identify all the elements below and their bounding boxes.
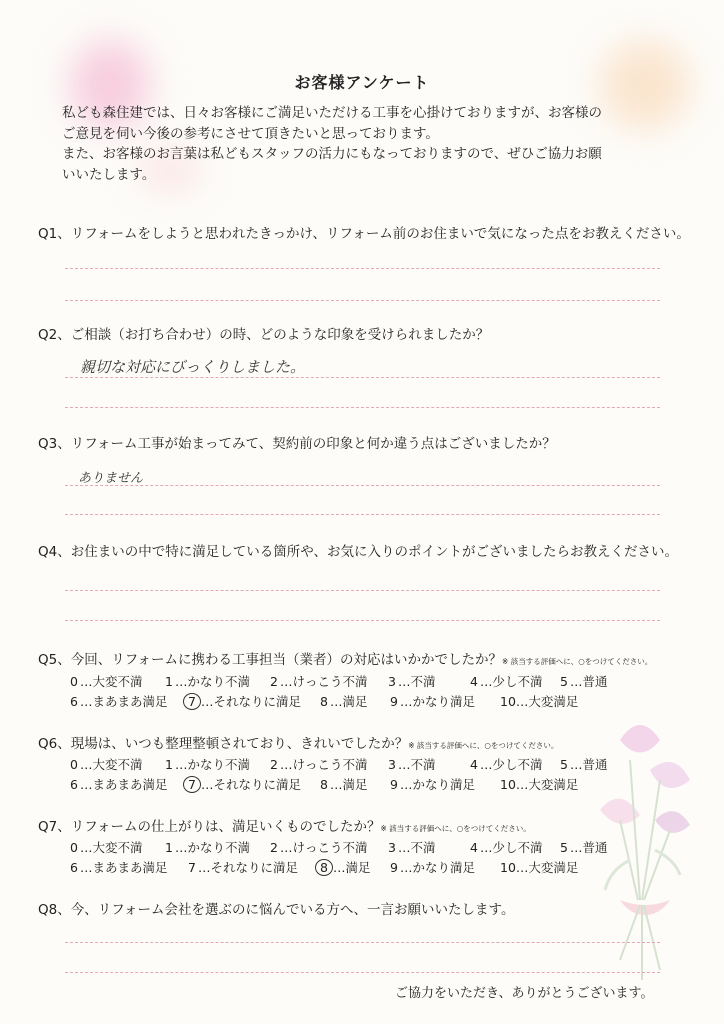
rating-label: …少し不満 <box>480 674 543 689</box>
rating-number: 9 <box>390 860 398 875</box>
rating-label: …かなり不満 <box>175 674 251 689</box>
rating-label: …かなり満足 <box>400 860 476 875</box>
answer-line <box>65 485 660 486</box>
rating-label: …かなり不満 <box>175 757 251 772</box>
rating-number: 5 <box>560 757 568 772</box>
rating-option-1[interactable] <box>163 672 250 690</box>
instruction-note: ※ 該当する評価へに、○をつけてください。 <box>408 741 559 750</box>
rating-number: 10 <box>500 860 516 875</box>
rating-label: …大変満足 <box>515 694 579 709</box>
rating-number: 7 <box>183 693 201 710</box>
answer-line <box>65 407 660 408</box>
question-6-text: Q6、現場は、いつも整理整頓されており、きれいでしたか？ <box>38 736 409 752</box>
rating-option-3[interactable] <box>386 838 436 856</box>
rating-label: …満足 <box>333 860 371 875</box>
question-6 <box>38 732 558 752</box>
rating-label: …かなり満足 <box>400 694 476 709</box>
rating-number: 3 <box>388 840 396 855</box>
rating-number: 4 <box>470 757 478 772</box>
rating-number: 3 <box>388 757 396 772</box>
rating-option-8[interactable] <box>318 858 371 876</box>
rating-option-6[interactable] <box>68 858 168 876</box>
rating-label: …かなり不満 <box>175 840 251 855</box>
rating-number: 1 <box>165 840 173 855</box>
rating-label: …不満 <box>398 757 436 772</box>
question-1: Q1、リフォームをしようと思われたきっかけ、リフォーム前のお住まいで気になった点をお教えください。 <box>38 226 690 242</box>
rating-label: …けっこう不満 <box>280 840 368 855</box>
rating-label: …それなりに満足 <box>198 860 299 875</box>
question-7 <box>38 815 531 835</box>
question-2: Q2、ご相談（お打ち合わせ）の時、どのような印象を受けられましたか？ <box>38 327 490 343</box>
rating-option-0[interactable] <box>68 755 143 773</box>
answer-line <box>65 620 660 621</box>
rating-number: 8 <box>320 694 328 709</box>
rating-number: 5 <box>560 840 568 855</box>
rating-number: 2 <box>270 757 278 772</box>
rating-option-5[interactable] <box>558 755 608 773</box>
rating-option-2[interactable] <box>268 755 368 773</box>
handwritten-answer-3: ありません <box>78 471 144 486</box>
question-8: Q8、今、リフォーム会社を選ぶのに悩んでいる方へ、一言お願いいたします。 <box>38 902 515 918</box>
rating-number: 2 <box>270 840 278 855</box>
rating-option-4[interactable] <box>468 755 543 773</box>
rating-number: 10 <box>500 777 516 792</box>
rating-number: 7 <box>188 860 196 875</box>
intro-line: ご意見を伺い今後の参考にさせて頂きたいと思っております。 <box>62 125 439 142</box>
rating-number: 6 <box>70 694 78 709</box>
intro-paragraph <box>62 103 682 185</box>
rating-option-3[interactable] <box>386 755 436 773</box>
rating-number: 5 <box>560 674 568 689</box>
intro-line: また、お客様のお言葉は私どもスタッフの活力にもなっておりますので、ぜひご協力お願 <box>62 146 602 162</box>
rating-label: …大変満足 <box>515 860 579 875</box>
thanks-message: ご協力をいただき、ありがとうございます。 <box>395 986 654 1001</box>
rating-option-6[interactable] <box>68 692 168 710</box>
rating-option-9[interactable] <box>388 692 475 710</box>
rating-label: …普通 <box>570 757 608 772</box>
instruction-note: ※ 該当する評価へに、○をつけてください。 <box>502 657 653 666</box>
rating-number: 8 <box>320 777 328 792</box>
rating-option-7[interactable] <box>186 692 301 710</box>
rating-number: 4 <box>470 674 478 689</box>
rating-label: …けっこう不満 <box>280 674 368 689</box>
rating-option-0[interactable] <box>68 672 143 690</box>
rating-option-1[interactable] <box>163 755 250 773</box>
rating-option-4[interactable] <box>468 672 543 690</box>
rating-number: 6 <box>70 860 78 875</box>
rating-label: …それなりに満足 <box>201 777 302 792</box>
answer-line <box>65 514 660 515</box>
rating-label: …大変不満 <box>80 840 143 855</box>
rating-option-1[interactable] <box>163 838 250 856</box>
answer-line <box>65 972 660 973</box>
question-4: Q4、お住まいの中で特に満足している箇所や、お気に入りのポイントがございましたらお教えください。 <box>38 544 678 560</box>
rating-option-0[interactable] <box>68 838 143 856</box>
rating-number: 1 <box>165 757 173 772</box>
rating-number: 0 <box>70 840 78 855</box>
question-3: Q3、リフォーム工事が始まってみて、契約前の印象と何か違う点はございましたか？ <box>38 436 556 452</box>
intro-line: いいたします。 <box>62 166 156 183</box>
answer-line <box>65 377 660 378</box>
rating-label: …それなりに満足 <box>201 694 302 709</box>
rating-label: …まあまあ満足 <box>80 694 168 709</box>
rating-option-10[interactable] <box>500 775 578 793</box>
rating-number: 6 <box>70 777 78 792</box>
rating-option-7[interactable] <box>186 775 301 793</box>
rating-option-8[interactable] <box>318 692 368 710</box>
rating-option-6[interactable] <box>68 775 168 793</box>
answer-line <box>65 590 660 591</box>
rating-label: …まあまあ満足 <box>80 860 168 875</box>
rating-option-8[interactable] <box>318 775 368 793</box>
rating-number: 9 <box>390 777 398 792</box>
rating-number: 7 <box>183 776 201 793</box>
rating-option-4[interactable] <box>468 838 543 856</box>
rating-label: …大変不満 <box>80 674 143 689</box>
rating-label: …けっこう不満 <box>280 757 368 772</box>
rating-number: 2 <box>270 674 278 689</box>
answer-line <box>65 942 660 943</box>
rating-option-5[interactable] <box>558 672 608 690</box>
rating-label: …少し不満 <box>480 840 543 855</box>
rating-label: …満足 <box>330 777 368 792</box>
rating-number: 0 <box>70 757 78 772</box>
rating-label: …不満 <box>398 840 436 855</box>
instruction-note: ※ 該当する評価へに、○をつけてください。 <box>380 824 531 833</box>
rating-number: 0 <box>70 674 78 689</box>
question-7-text: Q7、リフォームの仕上がりは、満足いくものでしたか？ <box>38 819 381 835</box>
rating-option-2[interactable] <box>268 672 368 690</box>
rating-label: …大変不満 <box>80 757 143 772</box>
answer-line <box>65 268 660 269</box>
rating-label: …少し不満 <box>480 757 543 772</box>
rating-label: …普通 <box>570 674 608 689</box>
rating-label: …かなり満足 <box>400 777 476 792</box>
rating-number: 1 <box>165 674 173 689</box>
rating-label: …大変満足 <box>515 777 579 792</box>
question-5-text: Q5、今回、リフォームに携わる工事担当（業者）の対応はいかかでしたか？ <box>38 652 503 668</box>
rating-option-5[interactable] <box>558 838 608 856</box>
rating-option-7[interactable] <box>186 858 298 876</box>
rating-option-2[interactable] <box>268 838 368 856</box>
rating-label: …満足 <box>330 694 368 709</box>
rating-option-10[interactable] <box>500 692 578 710</box>
rating-label: …普通 <box>570 840 608 855</box>
survey-title: お客様アンケート <box>294 73 430 92</box>
handwritten-answer-2: 親切な対応にびっくりしました。 <box>80 358 306 376</box>
rating-number: 10 <box>500 694 516 709</box>
rating-number: 3 <box>388 674 396 689</box>
rating-option-3[interactable] <box>386 672 436 690</box>
rating-label: …まあまあ満足 <box>80 777 168 792</box>
intro-line: 私ども森住建では、日々お客様にご満足いただける工事を心掛けておりますが、お客様の <box>62 105 602 121</box>
rating-number: 4 <box>470 840 478 855</box>
rating-option-10[interactable] <box>500 858 578 876</box>
question-5 <box>38 648 652 668</box>
rating-number: 8 <box>315 859 333 876</box>
rating-option-9[interactable] <box>388 775 475 793</box>
rating-option-9[interactable] <box>388 858 475 876</box>
answer-line <box>65 300 660 301</box>
rating-number: 9 <box>390 694 398 709</box>
rating-label: …不満 <box>398 674 436 689</box>
